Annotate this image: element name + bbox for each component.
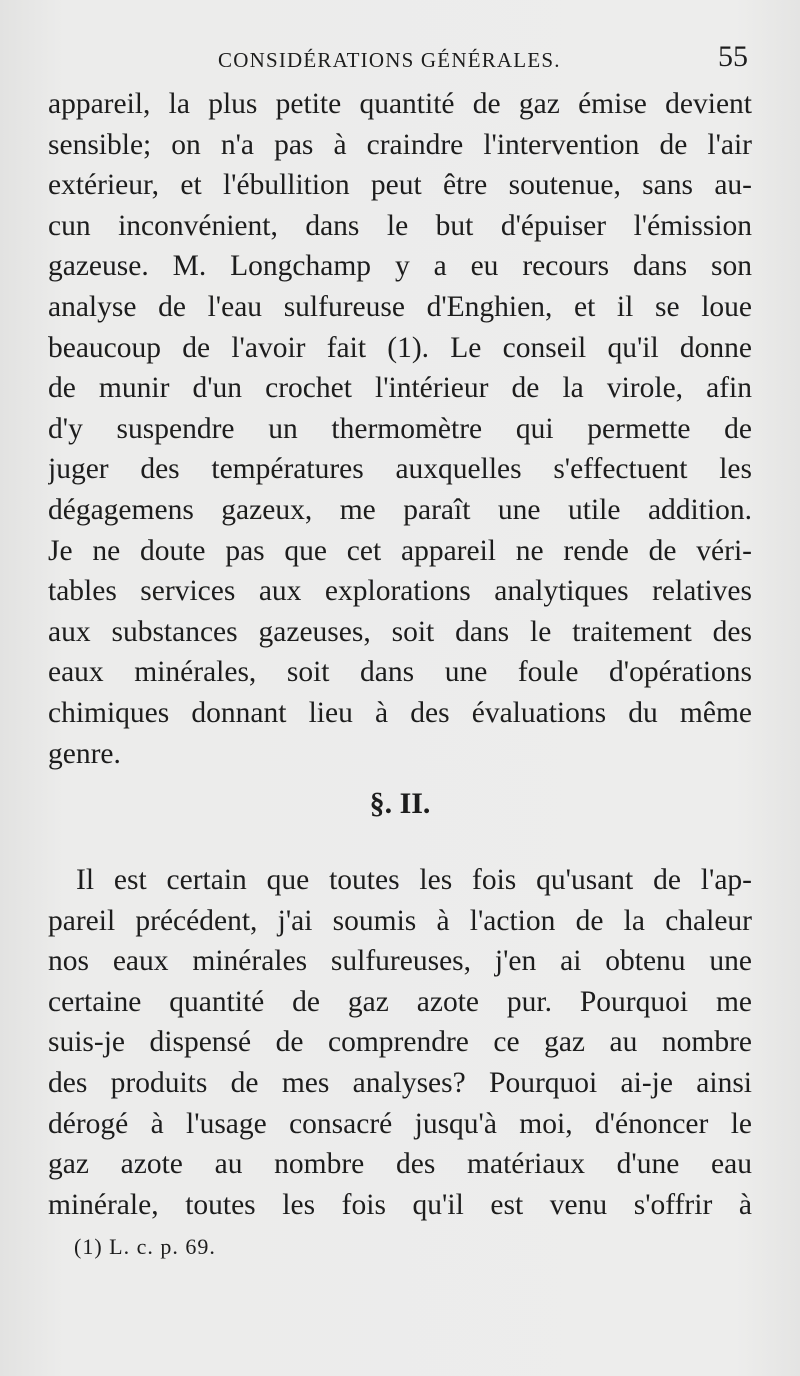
page-number: 55 — [718, 40, 748, 73]
text-line: de munir d'un crochet l'intérieur de la virole, afin — [48, 372, 752, 405]
text-line: gaz azote au nombre des matériaux d'une eau — [48, 1148, 752, 1181]
text-line: dérogé à l'usage consacré jusqu'à moi, d'énoncer le — [48, 1107, 752, 1140]
text-line: nos eaux minérales sulfureuses, j'en ai obtenu une — [48, 945, 752, 978]
text-line: sensible; on n'a pas à craindre l'intervention de l'air — [48, 128, 752, 161]
text-line: minérale, toutes les fois qu'il est venu s'offrir à — [48, 1188, 752, 1221]
text-line: eaux minérales, soit dans une foule d'opérations — [48, 656, 752, 689]
text-line: juger des températures auxquelles s'effectuent les — [48, 453, 752, 486]
text-line: Il est certain que toutes les fois qu'usant de l'ap- — [76, 864, 752, 897]
text-line: certaine quantité de gaz azote pur. Pourquoi me — [48, 985, 752, 1018]
running-head: CONSIDÉRATIONS GÉNÉRALES. — [218, 48, 561, 72]
text-line: appareil, la plus petite quantité de gaz émise devient — [48, 88, 752, 120]
text-line: suis-je dispensé de comprendre ce gaz au nombre — [48, 1026, 752, 1059]
text-line: beaucoup de l'avoir fait (1). Le conseil qu'il donne — [48, 331, 752, 364]
paragraph — [48, 860, 752, 1225]
text-line: dégagemens gazeux, me paraît une utile addition. — [48, 493, 752, 526]
text-line: d'y suspendre un thermomètre qui permette de — [48, 412, 752, 445]
text-line: analyse de l'eau sulfureuse d'Enghien, et il se loue — [48, 290, 752, 323]
paragraph-continuation — [48, 84, 752, 774]
text-line: cun inconvénient, dans le but d'épuiser l'émission — [48, 209, 752, 242]
page-header — [48, 36, 760, 76]
text-line: aux substances gazeuses, soit dans le traitement des — [48, 615, 752, 648]
section-heading: §. II. — [369, 787, 431, 821]
text-line: chimiques donnant lieu à des évaluations du même — [48, 696, 752, 729]
body-text — [48, 84, 752, 1225]
text-line: extérieur, et l'ébullition peut être soutenue, sans au- — [48, 169, 752, 202]
text-line: genre. — [48, 737, 121, 770]
text-line: Je ne doute pas que cet appareil ne rende de véri- — [48, 534, 752, 567]
text-line: pareil précédent, j'ai soumis à l'action de la chaleur — [48, 904, 752, 937]
text-line: tables services aux explorations analytiques relatives — [48, 575, 752, 608]
text-line: gazeuse. M. Longchamp y a eu recours dans son — [48, 250, 752, 283]
text-line: des produits de mes analyses? Pourquoi ai-je ainsi — [48, 1067, 752, 1100]
footnote: (1) L. c. p. 69. — [74, 1234, 216, 1259]
